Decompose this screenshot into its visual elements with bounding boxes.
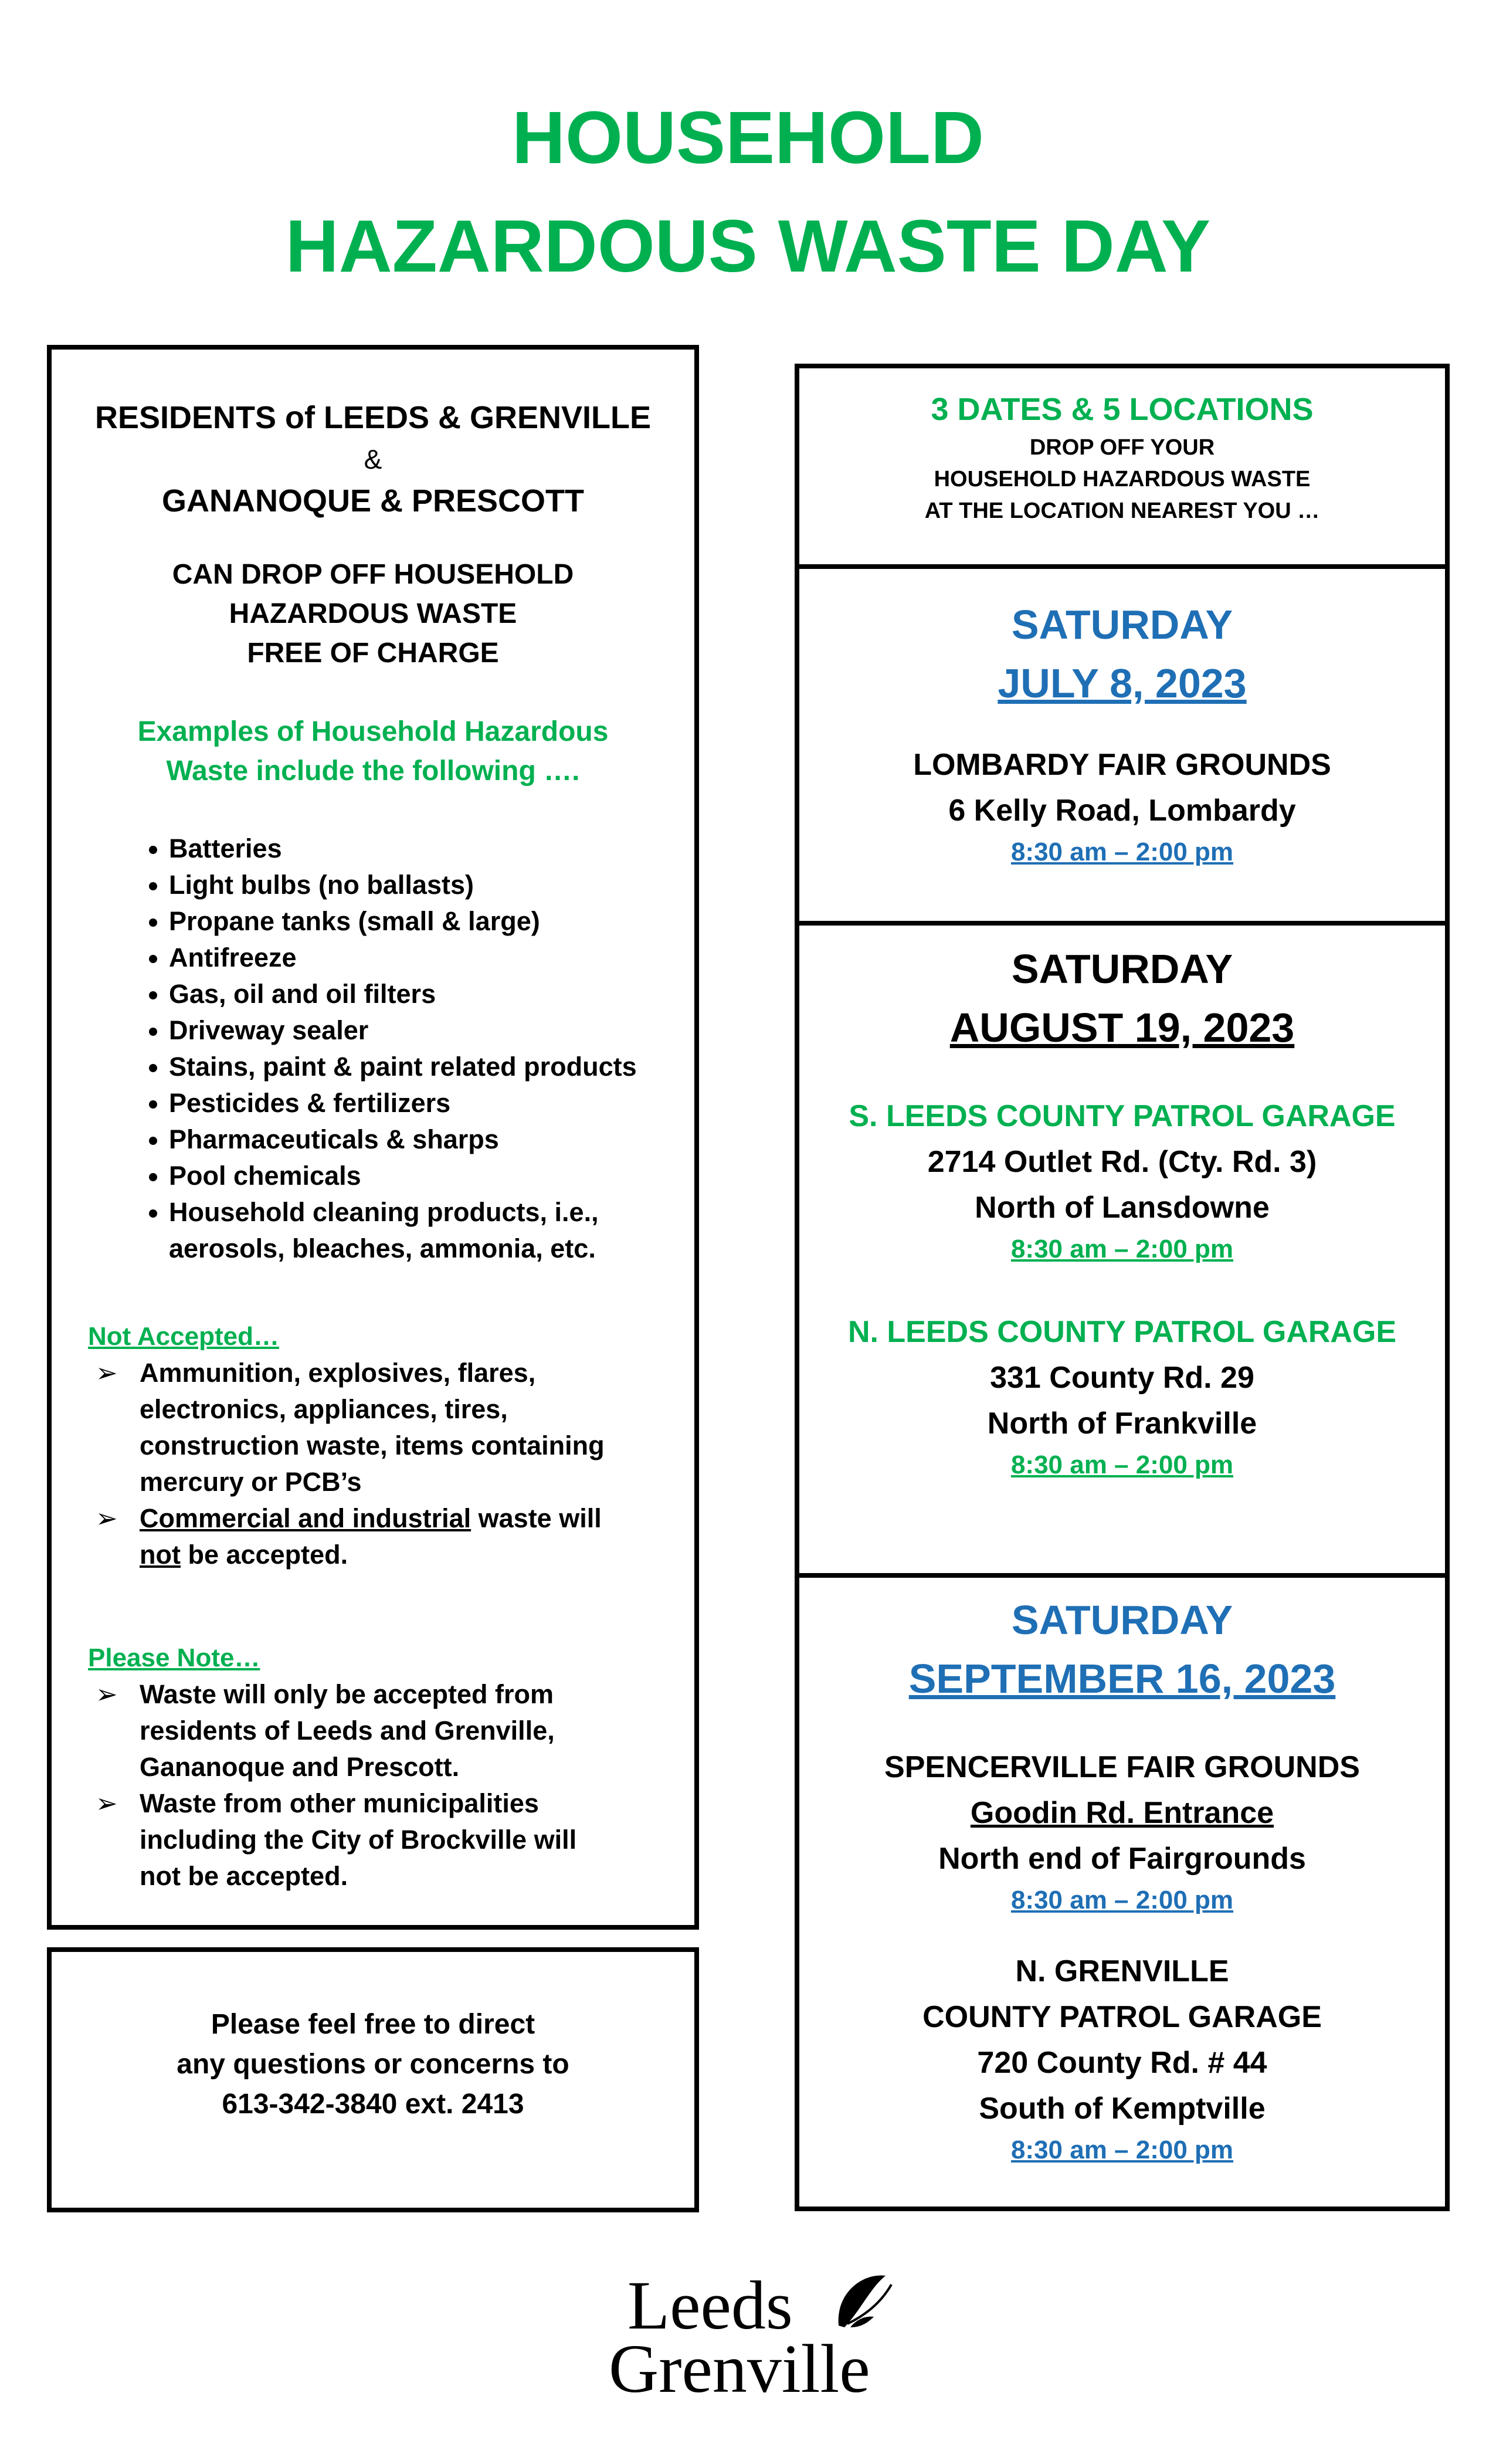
contact-phone: 613-342-3840 ext. 2413: [222, 2089, 524, 2120]
event-day: SATURDAY: [1011, 946, 1233, 992]
list-item: [52, 1785, 694, 1894]
residents-info-box: [47, 345, 699, 1930]
page-title-line1: HOUSEHOLD: [511, 96, 985, 179]
event-august: [799, 940, 1445, 1484]
list-item-line: Ammunition, explosives, flares,: [140, 1358, 536, 1388]
examples-line1: Examples of Household Hazardous: [137, 716, 609, 747]
event-area: North of Lansdowne: [975, 1191, 1270, 1225]
event-hours: 8:30 am – 2:00 pm: [1010, 838, 1234, 866]
logo-line1: Leeds: [627, 2267, 793, 2344]
list-item: • Propane tanks (small & large): [169, 903, 694, 940]
event-address: 720 County Rd. # 44: [977, 2046, 1267, 2080]
examples-list: [52, 831, 694, 1267]
event-date: SEPTEMBER 16, 2023: [908, 1656, 1336, 1702]
drop-line2: HAZARDOUS WASTE: [229, 598, 517, 629]
schedule-line2: HOUSEHOLD HAZARDOUS WASTE: [934, 467, 1311, 492]
examples-heading: [52, 712, 694, 791]
list-item: • Light bulbs (no ballasts): [169, 867, 694, 903]
logo-line2: Grenville: [609, 2330, 870, 2405]
list-item: • Pharmaceuticals & sharps: [169, 1121, 694, 1158]
drop-line1: CAN DROP OFF HOUSEHOLD: [172, 559, 574, 590]
event-location-name: N. GRENVILLE: [1015, 1954, 1229, 1988]
list-item-line: including the City of Brockville will: [140, 1825, 577, 1855]
arrow-bullet-icon: ➢: [96, 1788, 118, 1818]
list-item: [52, 1676, 694, 1785]
list-item-line: residents of Leeds and Grenville,: [140, 1716, 555, 1746]
event-area: North of Frankville: [987, 1406, 1257, 1441]
list-item: • Driveway sealer: [169, 1012, 694, 1049]
event-day: SATURDAY: [1011, 602, 1233, 648]
page-title-line2: HAZARDOUS WASTE DAY: [285, 205, 1211, 287]
please-note-heading: Please Note…: [88, 1643, 260, 1672]
list-item: • Antifreeze: [169, 940, 694, 976]
list-item: • Batteries: [169, 831, 694, 867]
event-location-name: SPENCERVILLE FAIR GROUNDS: [884, 1750, 1360, 1784]
list-item: [52, 1500, 694, 1573]
examples-list-wrap: [52, 831, 694, 1267]
residents-line1: RESIDENTS of LEEDS & GRENVILLE: [94, 400, 652, 435]
please-note-list-wrap: [52, 1676, 694, 1894]
examples-line2: Waste include the following ….: [166, 755, 580, 787]
waste-will-text: waste will: [471, 1503, 602, 1533]
schedule-heading: 3 DATES & 5 LOCATIONS: [931, 392, 1314, 427]
list-item: • Pesticides & fertilizers: [169, 1085, 694, 1121]
event-area: South of Kemptville: [979, 2092, 1266, 2126]
list-item-line: Waste will only be accepted from: [140, 1679, 554, 1709]
arrow-bullet-icon: ➢: [96, 1503, 118, 1533]
residents-amp: &: [364, 444, 382, 475]
contact-text: [52, 2005, 694, 2124]
drop-line3: FREE OF CHARGE: [247, 638, 499, 669]
event-location-name: S. LEEDS COUNTY PATROL GARAGE: [849, 1099, 1396, 1133]
event-location-name: COUNTY PATROL GARAGE: [922, 2000, 1322, 2034]
schedule-line1: DROP OFF YOUR: [1029, 435, 1215, 460]
list-item-line: Household cleaning products, i.e.,: [169, 1197, 599, 1227]
not-text: not: [140, 1540, 181, 1570]
list-item: • Pool chemicals: [169, 1158, 694, 1194]
event-address: 2714 Outlet Rd. (Cty. Rd. 3): [927, 1145, 1317, 1179]
not-accepted-list: [52, 1355, 694, 1573]
list-item-line: mercury or PCB’s: [140, 1467, 362, 1497]
event-september: [799, 1591, 1445, 2169]
event-date: JULY 8, 2023: [998, 660, 1247, 706]
not-accepted-heading: Not Accepted…: [88, 1322, 279, 1351]
leeds-grenville-logo: [604, 2258, 909, 2405]
event-day: SATURDAY: [1011, 1597, 1233, 1643]
list-item: [52, 1355, 694, 1500]
event-date: AUGUST 19, 2023: [949, 1005, 1295, 1050]
schedule-divider: [799, 564, 1450, 569]
contact-line1: Please feel free to direct: [211, 2009, 535, 2040]
event-hours: 8:30 am – 2:00 pm: [1010, 1235, 1234, 1263]
event-location-name: LOMBARDY FAIR GROUNDS: [913, 748, 1331, 782]
event-location-name: N. LEEDS COUNTY PATROL GARAGE: [847, 1315, 1397, 1349]
residents-line2: GANANOQUE & PRESCOTT: [161, 483, 585, 518]
schedule-line3: AT THE LOCATION NEAREST YOU …: [924, 499, 1320, 523]
not-accepted-list-wrap: [52, 1355, 694, 1573]
list-item: • Gas, oil and oil filters: [169, 976, 694, 1012]
residents-block: [52, 396, 694, 522]
contact-line2: any questions or concerns to: [177, 2049, 569, 2080]
list-item: • Stains, paint & paint related products: [169, 1049, 694, 1085]
event-july: [799, 595, 1445, 871]
list-item-line: not be accepted.: [140, 1861, 348, 1891]
list-item-line: aerosols, bleaches, ammonia, etc.: [169, 1233, 596, 1263]
list-item-line: Gananoque and Prescott.: [140, 1752, 460, 1782]
list-item-line: Waste from other municipalities: [140, 1788, 539, 1818]
contact-box: [47, 1947, 699, 2212]
arrow-bullet-icon: ➢: [96, 1358, 118, 1388]
list-item-line: electronics, appliances, tires,: [140, 1394, 508, 1424]
arrow-bullet-icon: ➢: [96, 1679, 118, 1709]
be-accepted-text: be accepted.: [180, 1540, 348, 1570]
event-address: 6 Kelly Road, Lombardy: [948, 794, 1296, 828]
event-entrance: Goodin Rd. Entrance: [970, 1796, 1274, 1830]
event-hours: 8:30 am – 2:00 pm: [1010, 2136, 1234, 2164]
event-hours: 8:30 am – 2:00 pm: [1010, 1886, 1234, 1914]
event-address: 331 County Rd. 29: [990, 1361, 1254, 1395]
list-item-line: construction waste, items containing: [140, 1431, 605, 1460]
free-of-charge-block: [52, 555, 694, 673]
event-hours: 8:30 am – 2:00 pm: [1010, 1450, 1234, 1479]
list-item: [169, 1194, 694, 1267]
commercial-industrial-text: Commercial and industrial: [140, 1503, 471, 1533]
event-area: North end of Fairgrounds: [938, 1842, 1306, 1876]
please-note-list: [52, 1676, 694, 1894]
schedule-divider: [799, 1573, 1450, 1578]
schedule-header: [799, 387, 1445, 527]
logo-graphic: [604, 2258, 909, 2405]
logo-feather-icon: [839, 2276, 891, 2327]
schedule-divider: [799, 921, 1450, 926]
